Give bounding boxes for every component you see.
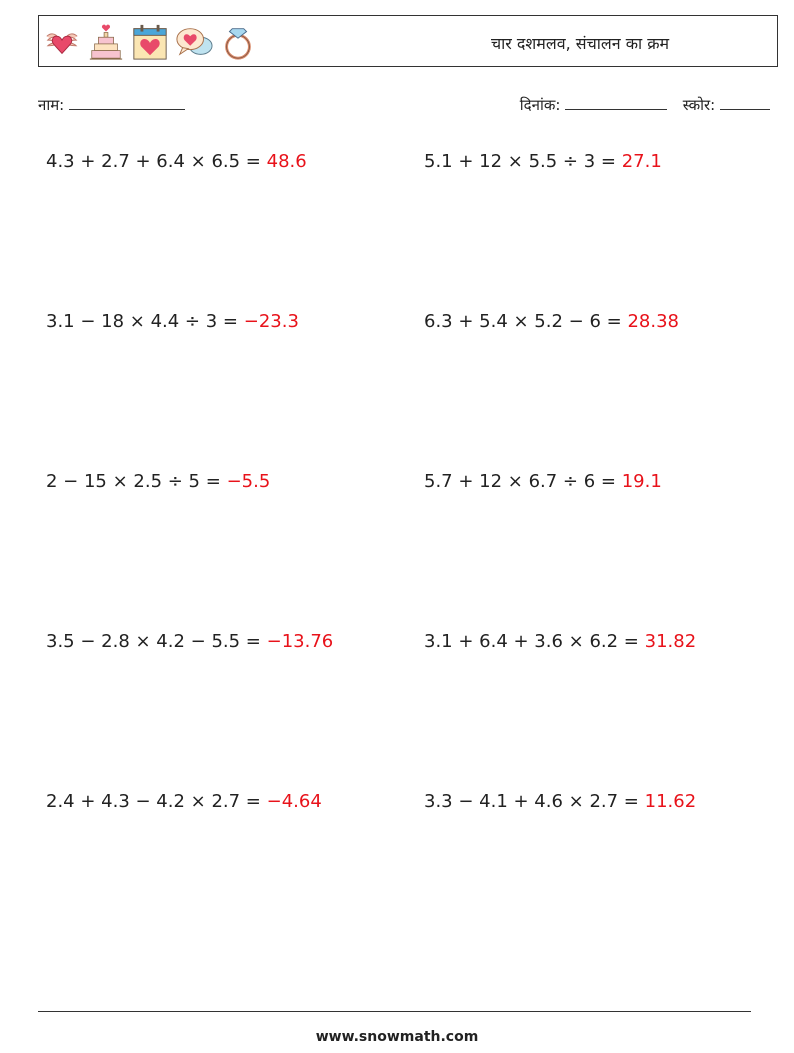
problem-answer: −5.5 — [226, 471, 271, 492]
score-label: स्कोर: — [682, 96, 716, 114]
problem-4 — [424, 311, 679, 332]
problem-answer: −13.76 — [266, 631, 334, 652]
diamond-ring-icon — [219, 22, 257, 62]
calendar-heart-icon — [131, 22, 169, 62]
problem-7 — [46, 631, 333, 652]
problem-10 — [424, 791, 696, 812]
problem-answer: 28.38 — [627, 311, 679, 332]
problem-expression: 2.4 + 4.3 − 4.2 × 2.7 = — [46, 791, 261, 812]
problem-expression: 6.3 + 5.4 × 5.2 − 6 = — [424, 311, 622, 332]
problem-9 — [46, 791, 322, 812]
name-field[interactable] — [38, 95, 185, 115]
header-icons — [43, 20, 257, 64]
date-blank[interactable] — [565, 95, 667, 110]
problem-6 — [424, 471, 662, 492]
problem-5 — [46, 471, 270, 492]
footer-divider — [38, 1011, 751, 1012]
worksheet-header — [38, 15, 778, 67]
problem-answer: 19.1 — [621, 471, 662, 492]
speech-bubbles-heart-icon — [175, 22, 213, 62]
problem-answer: 48.6 — [266, 151, 307, 172]
worksheet-title: चार दशमलव, संचालन का क्रम — [491, 34, 670, 53]
problem-expression: 3.1 − 18 × 4.4 ÷ 3 = — [46, 311, 238, 332]
problem-answer: −4.64 — [266, 791, 322, 812]
winged-heart-icon — [43, 22, 81, 62]
problem-answer: 27.1 — [621, 151, 662, 172]
problem-answer: 31.82 — [644, 631, 697, 652]
date-score-fields — [520, 95, 770, 115]
problem-expression: 3.5 − 2.8 × 4.2 − 5.5 = — [46, 631, 261, 652]
wedding-cake-icon — [87, 22, 125, 62]
problem-expression: 2 − 15 × 2.5 ÷ 5 = — [46, 471, 221, 492]
score-blank[interactable] — [720, 95, 770, 110]
problem-expression: 3.1 + 6.4 + 3.6 × 6.2 = — [424, 631, 639, 652]
problem-expression: 4.3 + 2.7 + 6.4 × 6.5 = — [46, 151, 261, 172]
problem-expression: 3.3 − 4.1 + 4.6 × 2.7 = — [424, 791, 639, 812]
date-label: दिनांक: — [519, 96, 561, 114]
problem-answer: −23.3 — [243, 311, 299, 332]
problem-2 — [424, 151, 662, 172]
problem-3 — [46, 311, 299, 332]
problem-1 — [46, 151, 307, 172]
name-label: नाम: — [38, 96, 65, 114]
problem-expression: 5.7 + 12 × 6.7 ÷ 6 = — [424, 471, 616, 492]
problem-expression: 5.1 + 12 × 5.5 ÷ 3 = — [424, 151, 616, 172]
problem-answer: 11.62 — [644, 791, 697, 812]
footer-url[interactable]: www.snowmath.com — [315, 1029, 479, 1045]
name-blank[interactable] — [69, 95, 185, 110]
problem-8 — [424, 631, 696, 652]
